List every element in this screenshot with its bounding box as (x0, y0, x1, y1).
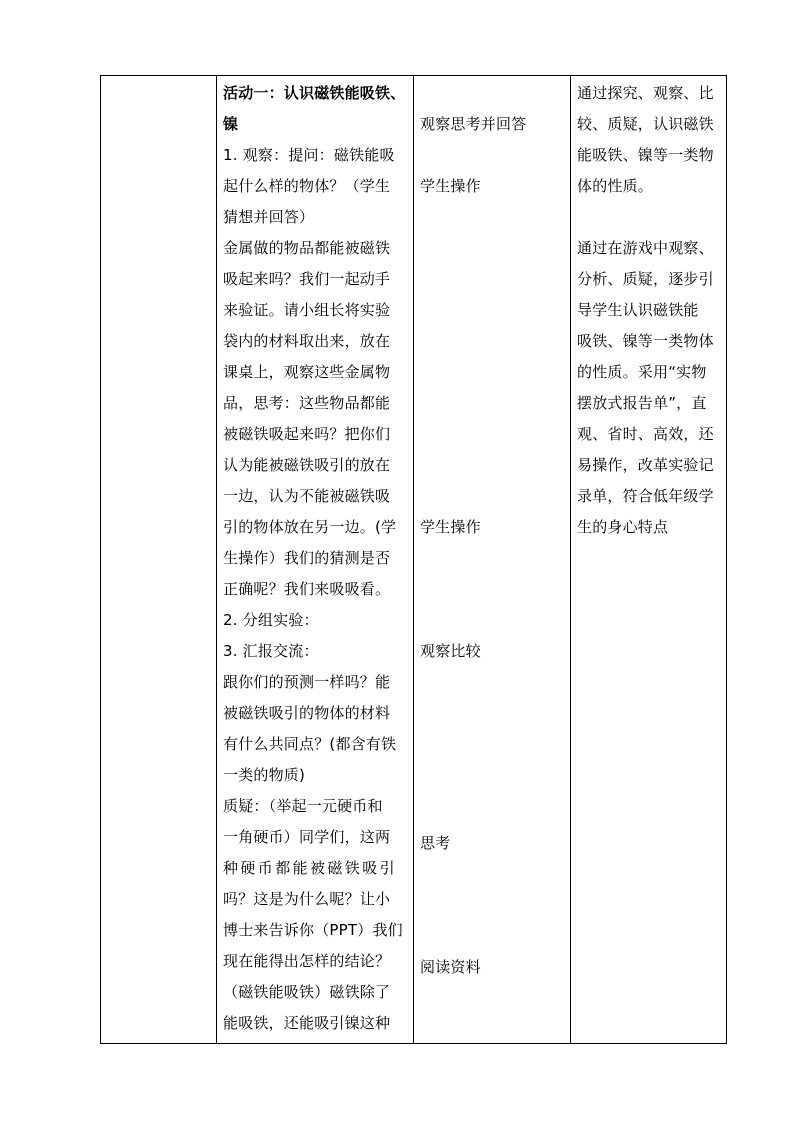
intent-line: 录单，符合低年级学 (577, 487, 714, 505)
think-text: 思考 (420, 834, 451, 852)
stage-cell (101, 76, 217, 1044)
text-line: 吸起来吗？我们一起动手 (223, 270, 391, 288)
text-line: 品，思考：这些物品都能 (223, 394, 391, 412)
text-line: 有什么共同点？(都含有铁 (223, 735, 397, 753)
text-line: 3. 汇报交流： (223, 642, 319, 660)
text-line: 一类的物质) (223, 766, 306, 784)
intent-line: 较、质疑，认识磁铁 (577, 115, 714, 133)
text-line: 起什么样的物体？（学生 (223, 177, 391, 195)
text-line: 现在能得出怎样的结论？ (223, 952, 391, 970)
intent-line: 的性质。采用“实物 (577, 363, 707, 381)
text-line: 生操作）我们的猜测是否 (223, 549, 391, 567)
text-line: 被磁铁吸起来吗？把你们 (223, 425, 391, 443)
design-intent-cell (571, 76, 727, 1044)
text-line: 吗？这是为什么呢？让小 (223, 890, 391, 908)
intent-line: 通过在游戏中观察、 (577, 239, 714, 257)
intent-line: 通过探究、观察、比 (577, 84, 714, 102)
observe-compare-text: 观察比较 (420, 642, 481, 660)
teacher-activity-cell (217, 76, 414, 1044)
text-line: 质疑：（举起一元硬币和 (223, 797, 383, 815)
text-line: 2. 分组实验： (223, 611, 319, 629)
activity-title: 活动一：认识磁铁能吸铁、 (223, 84, 406, 102)
text-line: 引的物体放在另一边。(学 (223, 518, 397, 536)
text-line: 金属做的物品都能被磁铁 (223, 239, 391, 257)
intent-line: 导学生认识磁铁能 (577, 301, 699, 319)
lesson-plan-table (100, 75, 727, 1044)
text-line: 博士来告诉你（PPT）我们 (223, 921, 403, 939)
intent-line: 生的身心特点 (577, 518, 669, 536)
student-activity-cell (414, 76, 571, 1044)
text-line: 猜想并回答） (223, 208, 315, 226)
intent-line: 易操作，改革实验记 (577, 456, 714, 474)
intent-line: 分析、质疑，逐步引 (577, 270, 714, 288)
text-line: 被磁铁吸引的物体的材料 (223, 704, 391, 722)
text-line: 1. 观察：提问：磁铁能吸 (223, 146, 395, 164)
text-line: 跟你们的预测一样吗？能 (223, 673, 391, 691)
text-line: 一边，认为不能被磁铁吸 (223, 487, 391, 505)
table-row (101, 76, 727, 1044)
text-line: （磁铁能吸铁）磁铁除了 (223, 983, 391, 1001)
intent-line: 摆放式报告单”，直 (577, 394, 707, 412)
text-line: 能吸铁，还能吸引镍这种 (223, 1014, 391, 1032)
read-material-text: 阅读资料 (420, 958, 481, 976)
activity-title-cont: 镍 (223, 115, 239, 133)
text-line: 来验证。请小组长将实验 (223, 301, 391, 319)
intent-line: 观、省时、高效，还 (577, 425, 714, 443)
text-line: 袋内的材料取出来，放在 (223, 332, 391, 350)
intent-line: 体的性质。 (577, 177, 654, 195)
observe-answer-text: 观察思考并回答 (420, 115, 527, 133)
text-line: 正确呢？我们来吸吸看。 (223, 580, 391, 598)
text-line: 一角硬币）同学们，这两 (223, 828, 391, 846)
text-line: 认为能被磁铁吸引的放在 (223, 456, 391, 474)
text-line: 课桌上，观察这些金属物 (223, 363, 391, 381)
intent-line: 吸铁、镍等一类物体 (577, 332, 714, 350)
student-operation-text: 学生操作 (420, 518, 481, 536)
student-operation-text: 学生操作 (420, 177, 481, 195)
intent-line: 能吸铁、镍等一类物 (577, 146, 714, 164)
text-line: 种硬币都能被磁铁吸引 (223, 859, 398, 877)
